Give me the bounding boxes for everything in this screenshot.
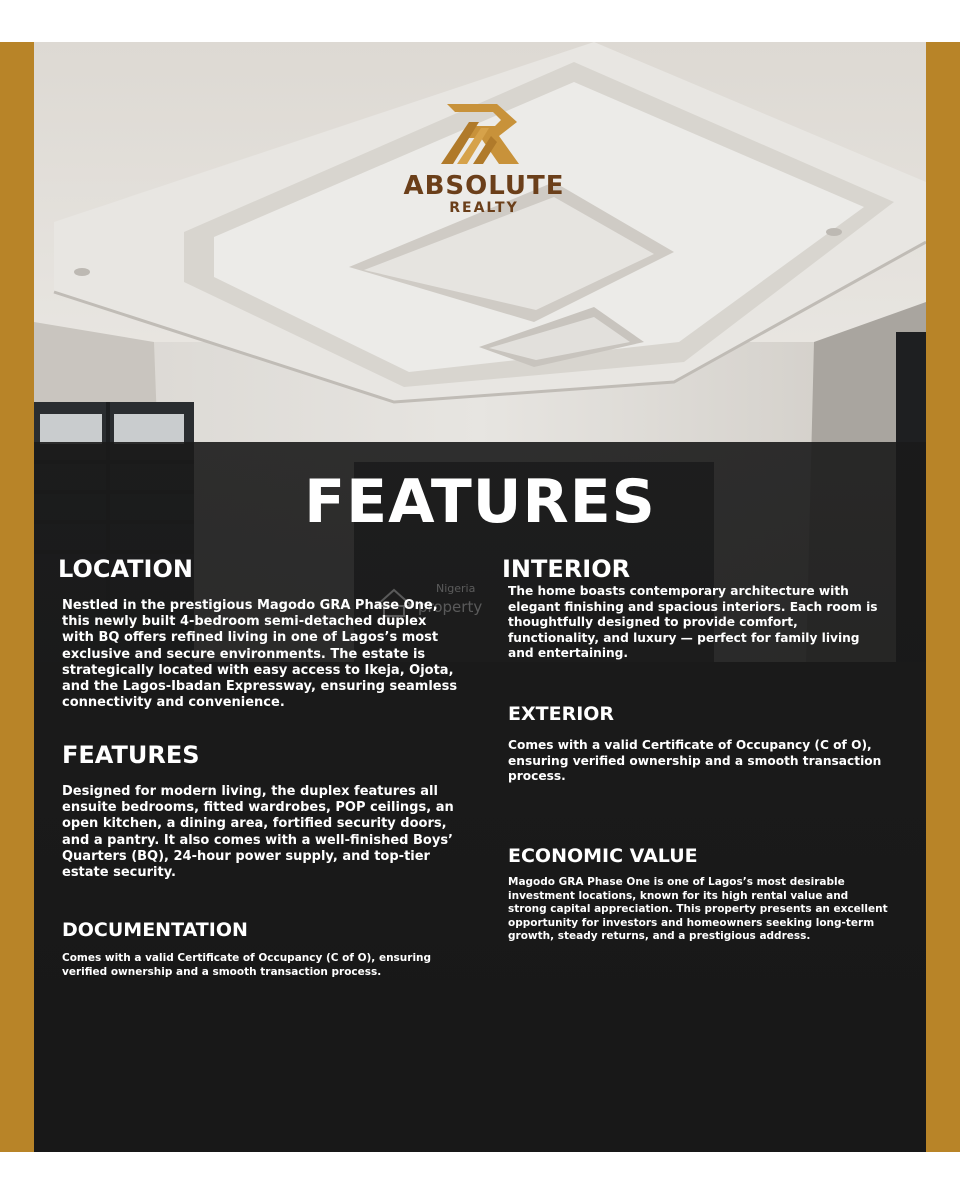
features-body: Designed for modern living, the duplex features all ensuite bedrooms, fitted wardrobes, POP ceilings, an open kitchen, a dining area, fortified security doors, and a pantry. It also comes with a well-finished Boys’ Quarters (BQ), 24-hour power supply, and top-tier estate security. [62,784,454,881]
watermark-country: Nigeria [436,582,476,595]
gold-border-right [926,42,960,1152]
gold-border-left [0,42,34,1152]
economic-value-body: Magodo GRA Phase One is one of Lagos’s most desirable investment locations, known for its high rental value and strong capital appreciation. This property presents an excellent opportunity for investors and homeowners seeking long-term growth, steady returns, and a prestigious address. [508,876,888,943]
location-body: Nestled in the prestigious Magodo GRA Phase One, this newly built 4-bedroom semi-detached duplex with BQ offers refined living in one of Lagos’s most exclusive and secure environments. The estate is strategically located with easy access to Ikeja, Ojota, and the Lagos-Ibadan Expressway, ensuring seamless connectivity and convenience. [62,598,458,711]
brand-tagline: REALTY [449,200,519,216]
absolute-realty-logo [374,98,594,216]
economic-value-title: ECONOMIC VALUE [508,845,698,867]
page-headline: FEATURES [304,467,656,537]
exterior-body: Comes with a valid Certificate of Occupancy (C of O), ensuring verified ownership and a smooth transaction process. [508,738,882,784]
exterior-title: EXTERIOR [508,703,615,725]
brand-name: ABSOLUTE [403,171,565,201]
documentation-title: DOCUMENTATION [62,919,248,941]
documentation-body: Comes with a valid Certificate of Occupancy (C of O), ensuring verified ownership and a smooth transaction process. [62,952,432,978]
flyer-poster [34,42,926,1152]
location-title: LOCATION [58,555,193,583]
features-title: FEATURES [62,741,200,769]
interior-body: The home boasts contemporary architecture with elegant finishing and spacious interiors. Each room is thoughtfully designed to provide comfort, functionality, and luxury — perfect for family living and entertaining. [508,584,878,661]
logo-mark-icon [439,98,529,168]
watermark-site: property [418,598,483,616]
interior-title: INTERIOR [502,555,631,583]
